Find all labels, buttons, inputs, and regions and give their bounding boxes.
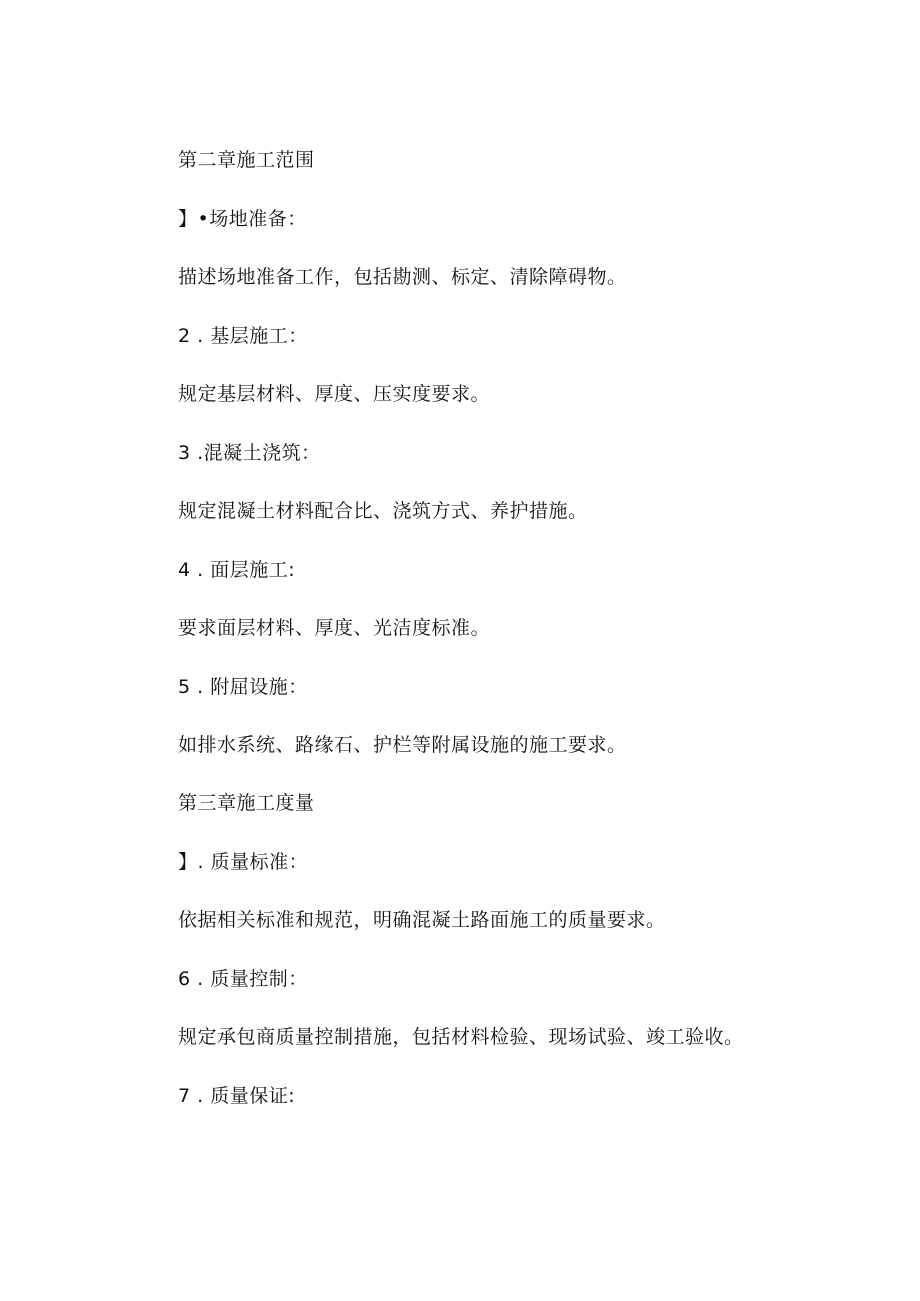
item-description: 规定基层材料、厚度、压实度要求。 (178, 383, 491, 405)
chapter-heading: 第三章施工度量 (178, 792, 315, 814)
item-description: 如排水系统、路缘石、护栏等附属设施的施工要求。 (178, 734, 627, 756)
item-description: 规定混凝土材料配合比、浇筑方式、养护措施。 (178, 500, 588, 522)
chapter-heading: 第二章施工范围 (178, 149, 315, 171)
item-heading: 】•场地准备： (178, 208, 307, 230)
item-heading: 7 . 质量保证: (178, 1085, 296, 1107)
item-heading: 6 . 质量控制： (178, 968, 308, 990)
item-heading: 5 . 附屈设施： (178, 676, 308, 698)
item-heading: 3 .混凝土浇筑： (178, 442, 321, 464)
item-description: 规定承包商质量控制措施，包括材料检验、现场试验、竣工验收。 (178, 1026, 744, 1048)
item-heading: 4 . 面层施工: (178, 559, 296, 581)
item-description: 描述场地准备工作，包括勘测、标定、清除障碍物。 (178, 266, 627, 288)
item-heading: 】. 质量标准： (178, 851, 309, 873)
item-description: 要求面层材料、厚度、光洁度标准。 (178, 617, 491, 639)
item-description: 依据相关标准和规范，明确混凝土路面施工的质量要求。 (178, 909, 666, 931)
item-heading: 2 . 基层施工： (178, 325, 308, 347)
